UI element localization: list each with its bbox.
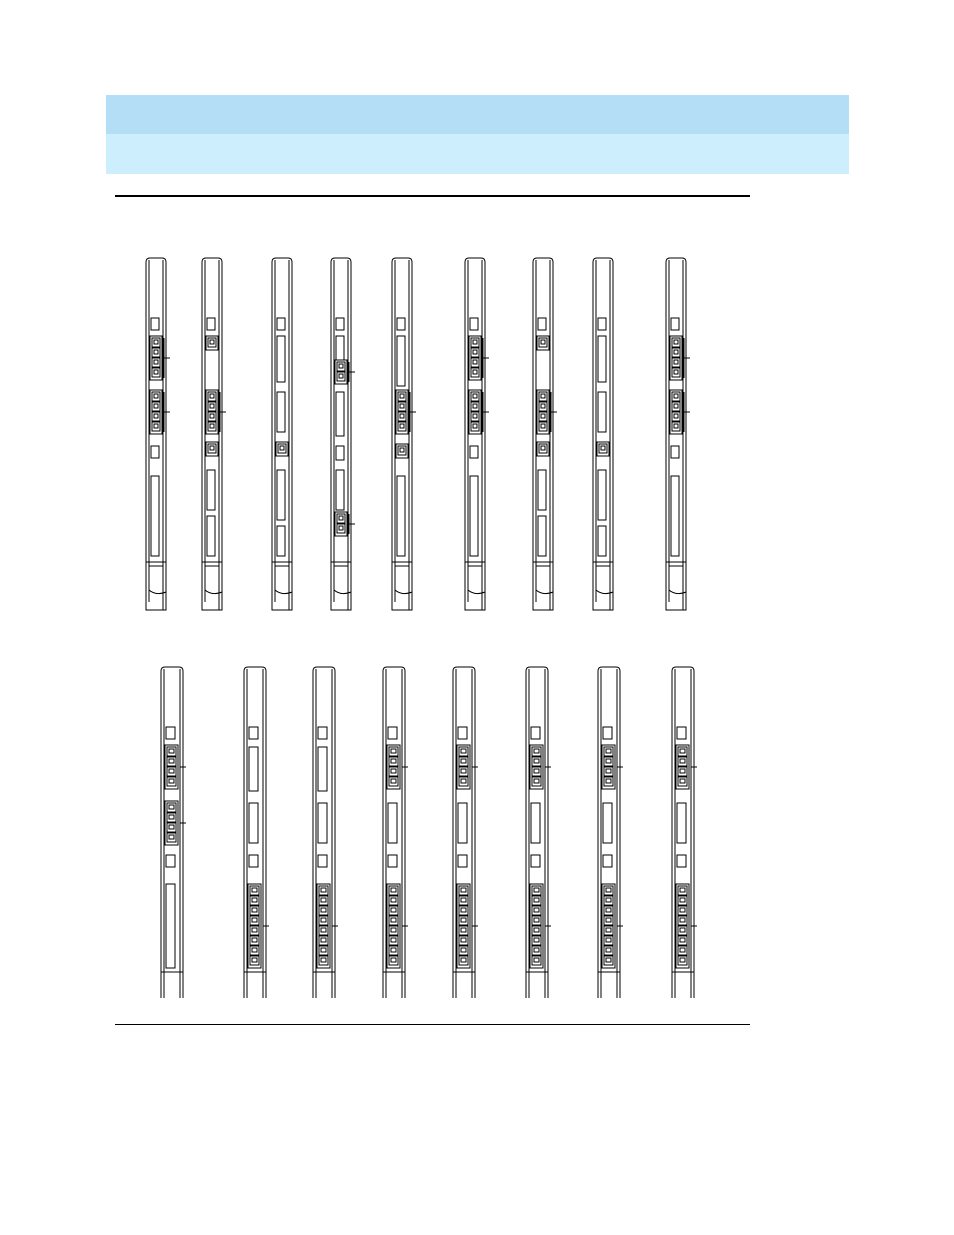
top-module	[392, 258, 416, 610]
bottom-module	[244, 667, 269, 998]
top-module	[666, 258, 690, 610]
top-module	[272, 258, 292, 610]
top-module	[533, 258, 557, 610]
bottom-module	[161, 667, 186, 998]
top-module	[593, 258, 613, 610]
top-module	[331, 258, 355, 610]
bottom-module	[313, 667, 338, 998]
top-module	[146, 258, 170, 610]
top-row-modules	[146, 258, 690, 610]
bottom-module	[383, 667, 408, 998]
bottom-module	[598, 667, 623, 998]
bottom-module	[526, 667, 551, 998]
bottom-row-modules	[161, 667, 697, 998]
top-module	[202, 258, 226, 610]
bottom-module	[453, 667, 478, 998]
bottom-module	[672, 667, 697, 998]
top-module	[465, 258, 489, 610]
bottom-rule	[115, 1024, 750, 1025]
